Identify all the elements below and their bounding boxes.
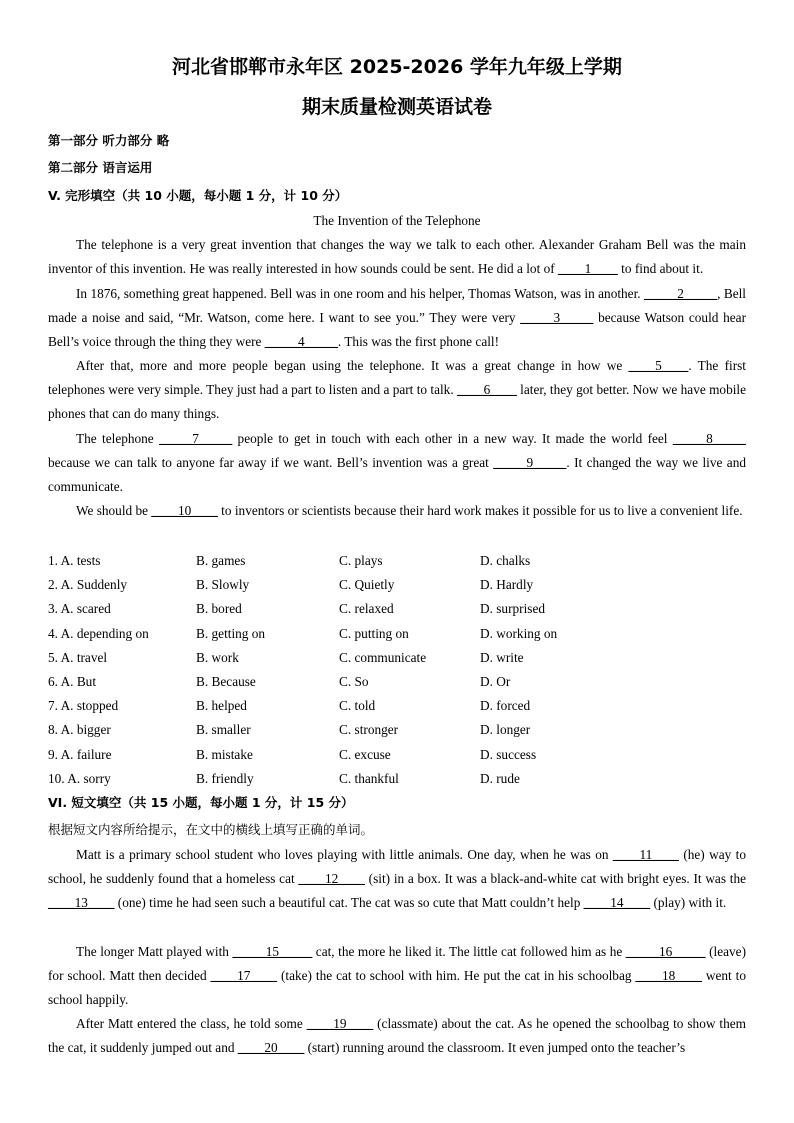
answer-blank-20[interactable]: ____20____ [237,1040,305,1056]
answer-blank-19[interactable]: ____19____ [306,1016,374,1031]
section-fill-heading: VI. 短文填空（共 15 小题，每小题 1 分，计 15 分） [48,795,354,810]
option-row-2 [48,573,746,597]
exam-title-line2: 期末质量检测英语试卷 [301,96,492,118]
option-4c[interactable]: C. putting on [339,625,409,641]
option-8c[interactable]: C. stronger [339,722,399,738]
answer-blank-5[interactable]: ____5____ [628,358,689,373]
option-10d[interactable]: D. rude [480,770,520,786]
answer-blank-4[interactable]: _____4_____ [264,334,338,350]
option-row-7 [48,694,746,718]
answer-blank-13[interactable]: ____13____ [48,895,115,911]
fill-paragraph-1: Matt is a primary school student who loves playing with little animals. One day, when he was on ____11____ (he) way to school, he suddenly found that a homeless cat ____12____ (sit) in a box. It was a black-and-white cat with bright eyes. It was the ____13____ (one) time he had seen such a beautiful cat. The cat was so cute that Matt couldn’t help ____14____ (play) with it. [48,847,747,911]
section-part2-heading: 第二部分 语言运用 [48,160,153,175]
option-4b[interactable]: B. getting on [196,625,266,641]
option-row-5 [48,646,746,670]
cloze-options-list [48,549,746,791]
option-1b[interactable]: B. games [196,553,246,568]
option-1d[interactable]: D. chalks [480,553,531,568]
option-7c[interactable]: C. told [339,698,376,714]
option-9d[interactable]: D. success [480,746,537,762]
answer-blank-16[interactable]: _____16_____ [625,944,706,959]
option-10c[interactable]: C. thankful [339,770,399,786]
option-6a[interactable]: 6. A. But [48,673,97,689]
option-3a[interactable]: 3. A. scared [48,601,111,617]
option-row-10 [48,767,746,791]
answer-blank-12[interactable]: ____12____ [298,871,365,887]
answer-blank-7[interactable]: _____7_____ [159,431,233,446]
option-3c[interactable]: C. relaxed [339,601,394,617]
option-7a[interactable]: 7. A. stopped [48,698,119,714]
option-2b[interactable]: B. Slowly [196,577,250,593]
cloze-passage-title: The Invention of the Telephone [313,213,481,228]
cloze-paragraph-4: The telephone _____7_____ people to get in touch with each other in a new way. It made the world feel _____8_____ because we can talk to anyone far away if we want. Bell’s invention was a great _____9_____. It changed the way we live and communicate. [48,431,747,495]
option-7d[interactable]: D. forced [480,698,531,714]
cloze-paragraph-2: In 1876, something great happened. Bell was in one room and his helper, Thomas Watson, was in another. _____2_____, Bell made a noise and said, “Mr. Watson, come here. I want to see you.” They were very _____3_____ because Watson could hear Bell’s voice through the thing they were _____4_____. This was the first phone call! [48,286,746,350]
option-10a[interactable]: 10. A. sorry [48,770,111,786]
section-cloze-heading: V. 完形填空（共 10 小题，每小题 1 分，计 10 分） [48,188,348,203]
answer-blank-10[interactable]: ____10____ [151,503,218,518]
answer-blank-8[interactable]: _____8_____ [672,431,746,446]
option-7b[interactable]: B. helped [196,698,247,714]
answer-blank-11[interactable]: ____11____ [612,847,679,862]
option-3d[interactable]: D. surprised [480,601,545,617]
answer-blank-6[interactable]: ____6____ [456,382,517,398]
answer-blank-2[interactable]: _____2_____ [643,286,718,301]
option-5b[interactable]: B. work [196,649,239,665]
option-5c[interactable]: C. communicate [339,649,427,665]
option-8d[interactable]: D. longer [480,722,531,738]
option-2d[interactable]: D. Hardly [480,577,534,593]
answer-blank-1[interactable]: ____1____ [557,261,618,277]
exam-title-line1: 河北省邯郸市永年区 2025-2026 学年九年级上学期 [172,56,622,78]
answer-blank-3[interactable]: _____3_____ [520,310,594,326]
option-5a[interactable]: 5. A. travel [48,649,108,665]
answer-blank-17[interactable]: ____17____ [210,968,278,984]
cloze-paragraph-5: We should be ____10____ to inventors or scientists because their hard work makes it possible for us to live a convenient life. [76,503,743,518]
option-10b[interactable]: B. friendly [196,770,254,786]
option-8a[interactable]: 8. A. bigger [48,722,111,738]
answer-blank-18[interactable]: ____18____ [635,968,702,984]
option-row-3 [48,597,746,621]
fill-paragraph-3: After Matt entered the class, he told some ____19____ (classmate) about the cat. As he opened the schoolbag to show them the cat, it suddenly jumped out and ____20____ (start) running around the classroom. It even jumped onto the teacher’s [48,1016,746,1056]
option-4a[interactable]: 4. A. depending on [48,625,149,641]
option-5d[interactable]: D. write [480,649,524,665]
option-9c[interactable]: C. excuse [339,746,391,762]
option-row-1 [48,549,746,573]
answer-blank-15[interactable]: _____15_____ [232,944,313,959]
option-1a[interactable]: 1. A. tests [48,553,101,568]
section-part1-heading: 第一部分 听力部分 略 [48,133,170,148]
answer-blank-14[interactable]: ____14____ [583,895,651,911]
option-6b[interactable]: B. Because [196,673,256,689]
option-9b[interactable]: B. mistake [196,746,253,762]
option-6d[interactable]: D. Or [480,673,511,689]
option-3b[interactable]: B. bored [196,601,242,617]
option-row-8 [48,718,746,742]
option-9a[interactable]: 9. A. failure [48,746,112,762]
option-6c[interactable]: C. So [339,673,369,689]
option-1c[interactable]: C. plays [339,553,383,568]
option-2a[interactable]: 2. A. Suddenly [48,577,128,593]
option-2c[interactable]: C. Quietly [339,577,395,593]
option-8b[interactable]: B. smaller [196,722,251,738]
cloze-paragraph-1: The telephone is a very great invention that changes the way we talk to each other. Alexander Graham Bell was the main inventor of this invention. He was really interested in how sounds could be sent. He did a lot of ____1____ to find about it. [48,237,746,277]
option-row-6 [48,670,746,694]
answer-blank-9[interactable]: _____9_____ [493,455,567,471]
fill-paragraph-2: The longer Matt played with _____15_____ cat, the more he liked it. The little cat followed him as he _____16_____ (leave) for school. Matt then decided ____17____ (take) the cat to school with him. He put the cat in his schoolbag ____18____ went to school happily. [48,944,746,1008]
option-row-9 [48,743,746,767]
option-row-4 [48,622,746,646]
cloze-paragraph-3: After that, more and more people began using the telephone. It was a great change in how we ____5____. The first telephones were very simple. They just had a part to listen and a part to talk. ____6____ later, they got better. Now we have mobile phones that can do many things. [48,358,747,422]
section-fill-instruction: 根据短文内容所给提示，在文中的横线上填写正确的单词。 [48,822,374,837]
option-4d[interactable]: D. working on [480,625,558,641]
